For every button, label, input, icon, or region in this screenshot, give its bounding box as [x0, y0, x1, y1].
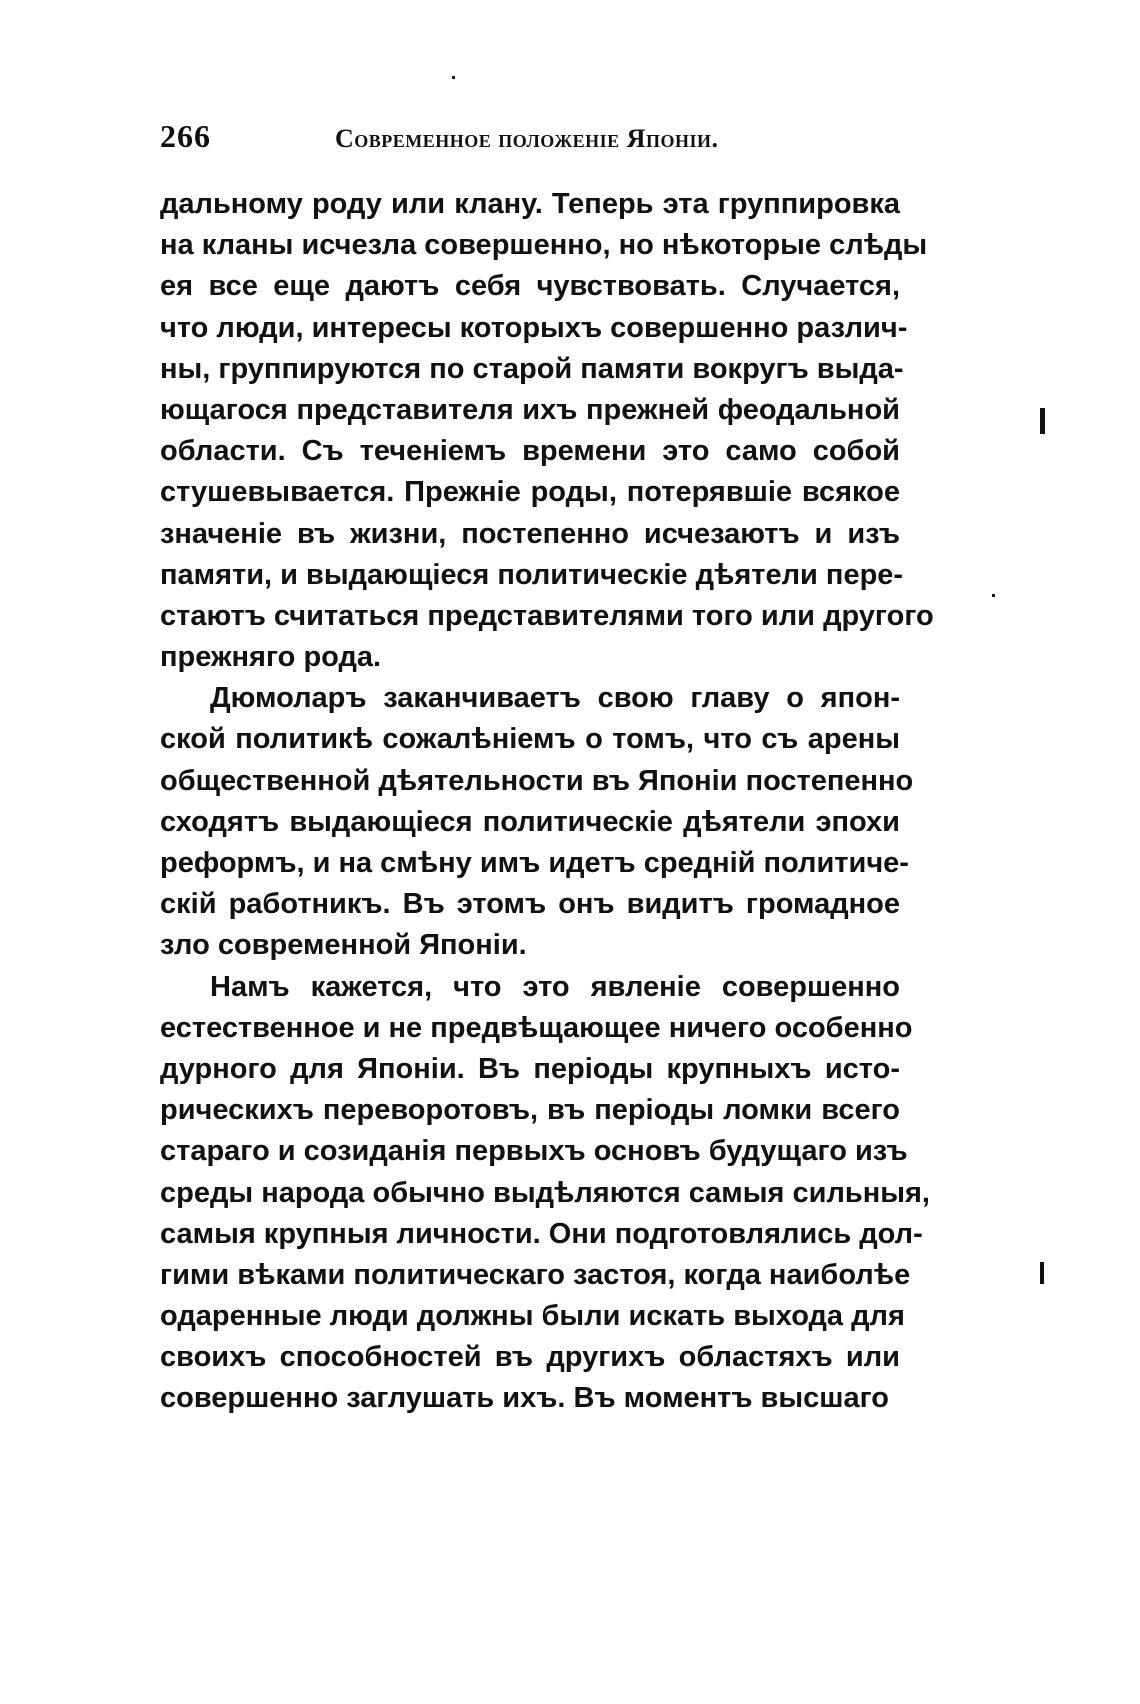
text-line: скій работникъ. Въ этомъ онъ видитъ громадное — [160, 888, 900, 921]
text-line: среды народа обычно выдѣляются самыя сильныя, — [160, 1176, 930, 1209]
text-line: самыя крупныя личности. Они подготовлялись дол- — [160, 1217, 923, 1250]
text-line: что люди, интересы которыхъ совершенно различ- — [160, 311, 908, 344]
paragraph — [160, 678, 914, 966]
text-line: стараго и созиданія первыхъ основъ будущаго изъ — [160, 1135, 908, 1168]
text-line: ющагося представителя ихъ прежней феодальной — [160, 393, 900, 426]
running-title: Современное положеніе Японіи. — [335, 124, 719, 153]
scan-mark — [1040, 408, 1045, 434]
text-line: стаютъ считаться представителями того или другого — [160, 599, 934, 632]
text-line: на кланы исчезла совершенно, но нѣкоторые слѣды — [160, 229, 928, 262]
text-line: одаренные люди должны были искать выхода для — [160, 1300, 905, 1333]
text-line: рическихъ переворотовъ, въ періоды ломки всего — [160, 1094, 900, 1127]
text-line: памяти, и выдающіеся политическіе дѣятели пере- — [160, 558, 904, 591]
text-line: ея все еще даютъ себя чувствовать. Случается, — [160, 270, 900, 303]
text-line: дальному роду или клану. Теперь эта группировка — [160, 188, 900, 220]
text-line: ны, группируются по старой памяти вокругъ выда- — [160, 352, 904, 385]
text-line: Дюмоларъ заканчиваетъ свою главу о япон- — [210, 682, 900, 715]
text-line: зло современной Японіи. — [160, 929, 527, 962]
text-line: гими вѣками политическаго застоя, когда наиболѣе — [160, 1258, 911, 1291]
text-line: естественное и не предвѣщающее ничего особенно — [160, 1011, 913, 1044]
page-header — [160, 118, 900, 158]
text-line: области. Съ теченіемъ времени это само собой — [160, 435, 900, 468]
body-text — [160, 184, 934, 1420]
text-line: ской политикѣ сожалѣніемъ о томъ, что съ арены — [160, 723, 900, 756]
text-line: сходятъ выдающіеся политическіе дѣятели эпохи — [160, 805, 900, 838]
text-line: значеніе въ жизни, постепенно исчезаютъ и изъ — [160, 517, 900, 550]
text-line: своихъ способностей въ другихъ областяхъ или — [160, 1341, 900, 1374]
text-line: совершенно заглушать ихъ. Въ моментъ высшаго — [160, 1382, 889, 1415]
scan-mark — [1040, 1262, 1044, 1284]
scan-mark — [992, 594, 995, 597]
text-line: Намъ кажется, что это явленіе совершенно — [210, 970, 900, 1003]
text-line: общественной дѣятельности въ Японіи постепенно — [160, 764, 914, 797]
text-line: реформъ, и на смѣну имъ идетъ средній политиче- — [160, 847, 909, 879]
page-number: 266 — [160, 118, 211, 154]
text-line: прежняго рода. — [160, 641, 382, 674]
paragraph — [160, 967, 930, 1420]
scan-mark — [452, 76, 455, 79]
paragraph — [160, 184, 934, 678]
text-line: дурного для Японіи. Въ періоды крупныхъ исто- — [160, 1052, 900, 1085]
text-line: стушевывается. Прежніе роды, потерявшіе всякое — [160, 476, 900, 509]
